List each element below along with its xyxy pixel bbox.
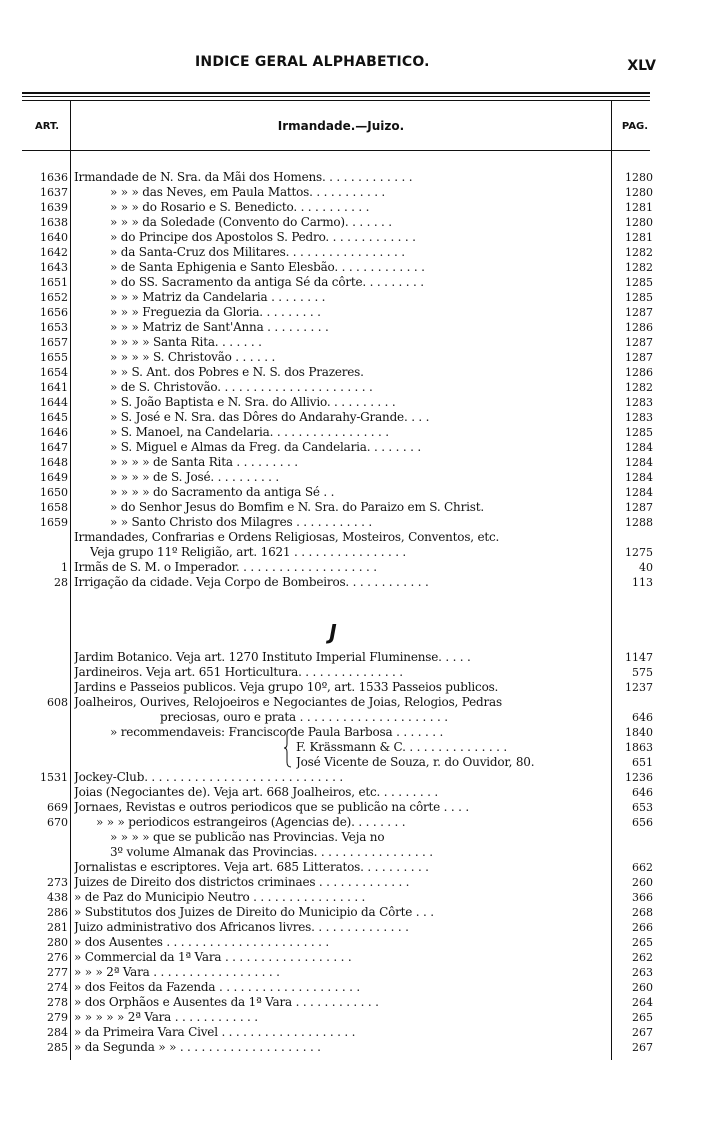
index-entry <box>0 980 725 995</box>
entry-page: 1281 <box>625 201 653 214</box>
index-entry <box>0 215 725 230</box>
index-entry <box>0 185 725 200</box>
entry-page: 40 <box>639 561 653 574</box>
entry-art-number: 274 <box>47 981 68 994</box>
section-letter: J <box>329 620 337 644</box>
entry-art-number: 1655 <box>40 351 68 364</box>
entry-page: 1283 <box>625 396 653 409</box>
entry-art-number: 1639 <box>40 201 68 214</box>
entry-text: F. Krässmann & C. . . . . . . . . . . . . . . <box>296 740 507 754</box>
entry-art-number: 1649 <box>40 471 68 484</box>
entry-text: » » S. Ant. dos Pobres e N. S. dos Prazeres. <box>110 365 364 379</box>
index-entry <box>0 665 725 680</box>
index-entry <box>0 530 725 545</box>
entry-page: 1288 <box>625 516 653 529</box>
entry-text: » S. José e N. Sra. das Dôres do Andarahy-Grande. . . . <box>110 410 430 424</box>
entry-page: 1284 <box>625 456 653 469</box>
page-number: XLV <box>627 58 656 74</box>
column-header-title: Irmandade.—Juizo. <box>277 119 405 133</box>
entry-art-number: 1656 <box>40 306 68 319</box>
entry-page: 1284 <box>625 441 653 454</box>
entry-text: » » » » » 2ª Vara . . . . . . . . . . . . <box>74 1010 258 1024</box>
entry-page: 1282 <box>625 261 653 274</box>
index-entry <box>0 380 725 395</box>
entry-art-number: 285 <box>47 1041 68 1054</box>
entry-page: 265 <box>632 936 653 949</box>
entry-text: » » » Matriz de Sant'Anna . . . . . . . . . <box>110 320 329 334</box>
entry-page: 267 <box>632 1041 653 1054</box>
entry-page: 662 <box>632 861 653 874</box>
entry-art-number: 1646 <box>40 426 68 439</box>
entry-art-number: 1650 <box>40 486 68 499</box>
entry-text: Jardins e Passeios publicos. Veja grupo 10º, art. 1533 Passeios publicos. <box>74 680 499 694</box>
index-entry <box>0 365 725 380</box>
entry-page: 1287 <box>625 351 653 364</box>
running-title: INDICE GERAL ALPHABETICO. <box>195 54 430 70</box>
entry-text: » recommendaveis: Francisco de Paula Barbosa . . . . . . . <box>110 725 444 739</box>
index-entry <box>0 170 725 185</box>
entry-text: » » » do Rosario e S. Benedicto. . . . . . . . . . . <box>110 200 370 214</box>
entry-text: » » » » Santa Rita. . . . . . . <box>110 335 262 349</box>
entry-art-number: 1638 <box>40 216 68 229</box>
entry-art-number: 1531 <box>40 771 68 784</box>
entry-page: 1237 <box>625 681 653 694</box>
index-entry <box>0 230 725 245</box>
index-entry <box>0 395 725 410</box>
index-entry <box>0 1010 725 1025</box>
entry-art-number: 1648 <box>40 456 68 469</box>
entry-page: 653 <box>632 801 653 814</box>
entry-art-number: 1636 <box>40 171 68 184</box>
entry-art-number: 273 <box>47 876 68 889</box>
index-entry <box>0 485 725 500</box>
entry-page: 575 <box>632 666 653 679</box>
index-entry <box>0 890 725 905</box>
entry-art-number: 1659 <box>40 516 68 529</box>
index-entry <box>0 860 725 875</box>
index-entry <box>0 1040 725 1055</box>
index-entry <box>0 965 725 980</box>
entry-page: 264 <box>632 996 653 1009</box>
index-entry <box>0 245 725 260</box>
index-entry <box>0 275 725 290</box>
index-entry <box>0 200 725 215</box>
entry-art-number: 1654 <box>40 366 68 379</box>
entry-text: » S. Manoel, na Candelaria. . . . . . . . . . . . . . . . . <box>110 425 389 439</box>
entry-page: 1284 <box>625 471 653 484</box>
entry-page: 267 <box>632 1026 653 1039</box>
index-entry <box>0 560 725 575</box>
entry-page: 1275 <box>625 546 653 559</box>
entry-text: » » » das Neves, em Paula Mattos. . . . . . . . . . . <box>110 185 386 199</box>
entry-text: » de S. Christovão. . . . . . . . . . . . . . . . . . . . . . <box>110 380 373 394</box>
index-entry <box>0 725 725 740</box>
entry-text: » S. Miguel e Almas da Freg. da Candelaria. . . . . . . . <box>110 440 421 454</box>
entry-text: Veja grupo 11º Religião, art. 1621 . . . . . . . . . . . . . . . . <box>90 545 407 559</box>
entry-text: » Commercial da 1ª Vara . . . . . . . . . . . . . . . . . . <box>74 950 352 964</box>
entry-text: » do Senhor Jesus do Bomfim e N. Sra. do Paraizo em S. Christ. <box>110 500 484 514</box>
entry-text: Jornaes, Revistas e outros periodicos que se publicão na côrte . . . . <box>74 800 469 814</box>
entry-text: » da Primeira Vara Civel . . . . . . . . . . . . . . . . . . . <box>74 1025 356 1039</box>
entry-page: 1282 <box>625 381 653 394</box>
entry-page: 1281 <box>625 231 653 244</box>
entry-art-number: 276 <box>47 951 68 964</box>
index-entry <box>0 935 725 950</box>
entry-page: 263 <box>632 966 653 979</box>
index-entry <box>0 320 725 335</box>
entry-text: » de Paz do Municipio Neutro . . . . . . . . . . . . . . . . <box>74 890 366 904</box>
header-bottom-rule <box>22 150 650 151</box>
index-entry <box>0 350 725 365</box>
index-entry <box>0 440 725 455</box>
entry-text: 3º volume Almanak das Provincias. . . . . . . . . . . . . . . . . <box>110 845 433 859</box>
entry-page: 1286 <box>625 321 653 334</box>
entry-art-number: 1644 <box>40 396 68 409</box>
index-entry <box>0 515 725 530</box>
entry-text: » » Santo Christo dos Milagres . . . . . . . . . . . <box>110 515 372 529</box>
entry-text: » do Principe dos Apostolos S. Pedro. . . . . . . . . . . . . <box>110 230 416 244</box>
entry-page: 266 <box>632 921 653 934</box>
entry-page: 646 <box>632 711 653 724</box>
entry-text: » » » » do Sacramento da antiga Sé . . <box>110 485 335 499</box>
entry-page: 1840 <box>625 726 653 739</box>
entry-art-number: 1653 <box>40 321 68 334</box>
index-entry <box>0 575 725 590</box>
index-entry <box>0 470 725 485</box>
index-entry <box>0 335 725 350</box>
entry-text: Irmandade de N. Sra. da Mãi dos Homens. . . . . . . . . . . . . <box>74 170 413 184</box>
entry-text: Jardim Botanico. Veja art. 1270 Instituto Imperial Fluminense. . . . . <box>74 650 471 664</box>
index-entry <box>0 305 725 320</box>
entry-page: 366 <box>632 891 653 904</box>
entry-text: » » » » de S. José. . . . . . . . . . <box>110 470 280 484</box>
entry-text: » S. João Baptista e N. Sra. do Allivio. . . . . . . . . . <box>110 395 396 409</box>
index-entry <box>0 710 725 725</box>
entry-text: » » » Matriz da Candelaria . . . . . . . . <box>110 290 326 304</box>
entry-art-number: 1651 <box>40 276 68 289</box>
entry-art-number: 1640 <box>40 231 68 244</box>
entry-art-number: 1657 <box>40 336 68 349</box>
entry-text: » dos Feitos da Fazenda . . . . . . . . . . . . . . . . . . . . <box>74 980 360 994</box>
index-entry <box>0 845 725 860</box>
entry-art-number: 281 <box>47 921 68 934</box>
entry-page: 646 <box>632 786 653 799</box>
entry-text: Joalheiros, Ourives, Relojoeiros e Negociantes de Joias, Relogios, Pedras <box>74 695 502 709</box>
index-entry <box>0 755 725 770</box>
column-header-pag: PAG. <box>621 121 649 132</box>
entry-text: Irmãs de S. M. o Imperador. . . . . . . . . . . . . . . . . . . . <box>74 560 377 574</box>
index-entry <box>0 695 725 710</box>
entry-art-number: 1652 <box>40 291 68 304</box>
entry-art-number: 438 <box>47 891 68 904</box>
entry-page: 265 <box>632 1011 653 1024</box>
entry-text: José Vicente de Souza, r. do Ouvidor, 80. <box>296 755 535 769</box>
index-entry <box>0 500 725 515</box>
entry-art-number: 608 <box>47 696 68 709</box>
entry-page: 260 <box>632 981 653 994</box>
entry-art-number: 277 <box>47 966 68 979</box>
entry-text: Juizo administrativo dos Africanos livres. . . . . . . . . . . . . . <box>74 920 409 934</box>
entry-page: 1285 <box>625 276 653 289</box>
entry-page: 1287 <box>625 306 653 319</box>
index-entry <box>0 1025 725 1040</box>
entry-art-number: 1647 <box>40 441 68 454</box>
index-entry <box>0 770 725 785</box>
entry-page: 1285 <box>625 426 653 439</box>
entry-art-number: 670 <box>47 816 68 829</box>
entry-page: 1280 <box>625 186 653 199</box>
entry-page: 1280 <box>625 171 653 184</box>
top-rule-thin <box>22 96 650 97</box>
entry-text: Jornalistas e escriptores. Veja art. 685 Litteratos. . . . . . . . . . <box>74 860 429 874</box>
entry-art-number: 1 <box>61 561 68 574</box>
entry-art-number: 279 <box>47 1011 68 1024</box>
entry-art-number: 1658 <box>40 501 68 514</box>
entry-page: 651 <box>632 756 653 769</box>
entry-text: preciosas, ouro e prata . . . . . . . . . . . . . . . . . . . . . <box>160 710 448 724</box>
entry-art-number: 1641 <box>40 381 68 394</box>
entry-art-number: 280 <box>47 936 68 949</box>
entry-page: 1287 <box>625 501 653 514</box>
index-entry <box>0 875 725 890</box>
entry-art-number: 28 <box>54 576 68 589</box>
entry-page: 260 <box>632 876 653 889</box>
entry-art-number: 669 <box>47 801 68 814</box>
index-entry <box>0 410 725 425</box>
entry-page: 1287 <box>625 336 653 349</box>
entry-text: Jockey-Club. . . . . . . . . . . . . . . . . . . . . . . . . . . . <box>74 770 343 784</box>
index-entry <box>0 455 725 470</box>
entry-art-number: 1637 <box>40 186 68 199</box>
index-entry <box>0 425 725 440</box>
entry-page: 1863 <box>625 741 653 754</box>
entry-text: » » » » que se publicão nas Provincias. Veja no <box>110 830 385 844</box>
entry-page: 1283 <box>625 411 653 424</box>
entry-page: 1236 <box>625 771 653 784</box>
entry-text: Irrigação da cidade. Veja Corpo de Bombeiros. . . . . . . . . . . . <box>74 575 429 589</box>
index-entry <box>0 650 725 665</box>
index-entry <box>0 905 725 920</box>
index-entry <box>0 680 725 695</box>
index-entry <box>0 995 725 1010</box>
index-entry <box>0 920 725 935</box>
entry-text: » Substitutos dos Juizes de Direito do Municipio da Côrte . . . <box>74 905 434 919</box>
index-entry <box>0 815 725 830</box>
entry-art-number: 284 <box>47 1026 68 1039</box>
entry-text: » » » periodicos estrangeiros (Agencias de). . . . . . . . <box>96 815 406 829</box>
entry-page: 113 <box>632 576 653 589</box>
entry-art-number: 1645 <box>40 411 68 424</box>
index-entry <box>0 290 725 305</box>
entry-art-number: 286 <box>47 906 68 919</box>
entry-text: Juizes de Direito dos districtos criminaes . . . . . . . . . . . . . <box>74 875 410 889</box>
entry-art-number: 1643 <box>40 261 68 274</box>
entry-page: 1280 <box>625 216 653 229</box>
entry-text: » da Segunda » » . . . . . . . . . . . . . . . . . . . . <box>74 1040 321 1054</box>
entry-art-number: 1642 <box>40 246 68 259</box>
top-rule <box>22 92 650 94</box>
index-entry <box>0 950 725 965</box>
entry-page: 1147 <box>625 651 653 664</box>
entry-text: » » » » S. Christovão . . . . . . <box>110 350 276 364</box>
entry-text: » » » » de Santa Rita . . . . . . . . . <box>110 455 298 469</box>
index-entry <box>0 740 725 755</box>
header-top-rule <box>22 100 650 101</box>
entry-page: 262 <box>632 951 653 964</box>
index-entry <box>0 260 725 275</box>
entry-page: 1286 <box>625 366 653 379</box>
entry-text: » » » 2ª Vara . . . . . . . . . . . . . . . . . . <box>74 965 280 979</box>
entry-text: Irmandades, Confrarias e Ordens Religiosas, Mosteiros, Conventos, etc. <box>74 530 500 544</box>
entry-text: » dos Ausentes . . . . . . . . . . . . . . . . . . . . . . . <box>74 935 329 949</box>
index-entry <box>0 800 725 815</box>
entry-text: » » » Freguezia da Gloria. . . . . . . . . <box>110 305 321 319</box>
column-header-art: ART. <box>34 121 60 132</box>
index-entry <box>0 545 725 560</box>
entry-page: 1284 <box>625 486 653 499</box>
entry-text: » dos Orphãos e Ausentes da 1ª Vara . . . . . . . . . . . . <box>74 995 379 1009</box>
entry-page: 268 <box>632 906 653 919</box>
entry-text: Joias (Negociantes de). Veja art. 668 Joalheiros, etc. . . . . . . . . <box>74 785 438 799</box>
index-entry <box>0 830 725 845</box>
entry-text: » da Santa-Cruz dos Militares. . . . . . . . . . . . . . . . . <box>110 245 405 259</box>
entry-text: Jardineiros. Veja art. 651 Horticultura. . . . . . . . . . . . . . . <box>74 665 403 679</box>
entry-art-number: 278 <box>47 996 68 1009</box>
entry-page: 1282 <box>625 246 653 259</box>
entry-text: » » » da Soledade (Convento do Carmo). . . . . . . <box>110 215 392 229</box>
entry-text: » do SS. Sacramento da antiga Sé da côrte. . . . . . . . . <box>110 275 424 289</box>
entry-text: » de Santa Ephigenia e Santo Elesbão. . . . . . . . . . . . . <box>110 260 425 274</box>
entry-page: 656 <box>632 816 653 829</box>
entry-page: 1285 <box>625 291 653 304</box>
index-entry <box>0 785 725 800</box>
